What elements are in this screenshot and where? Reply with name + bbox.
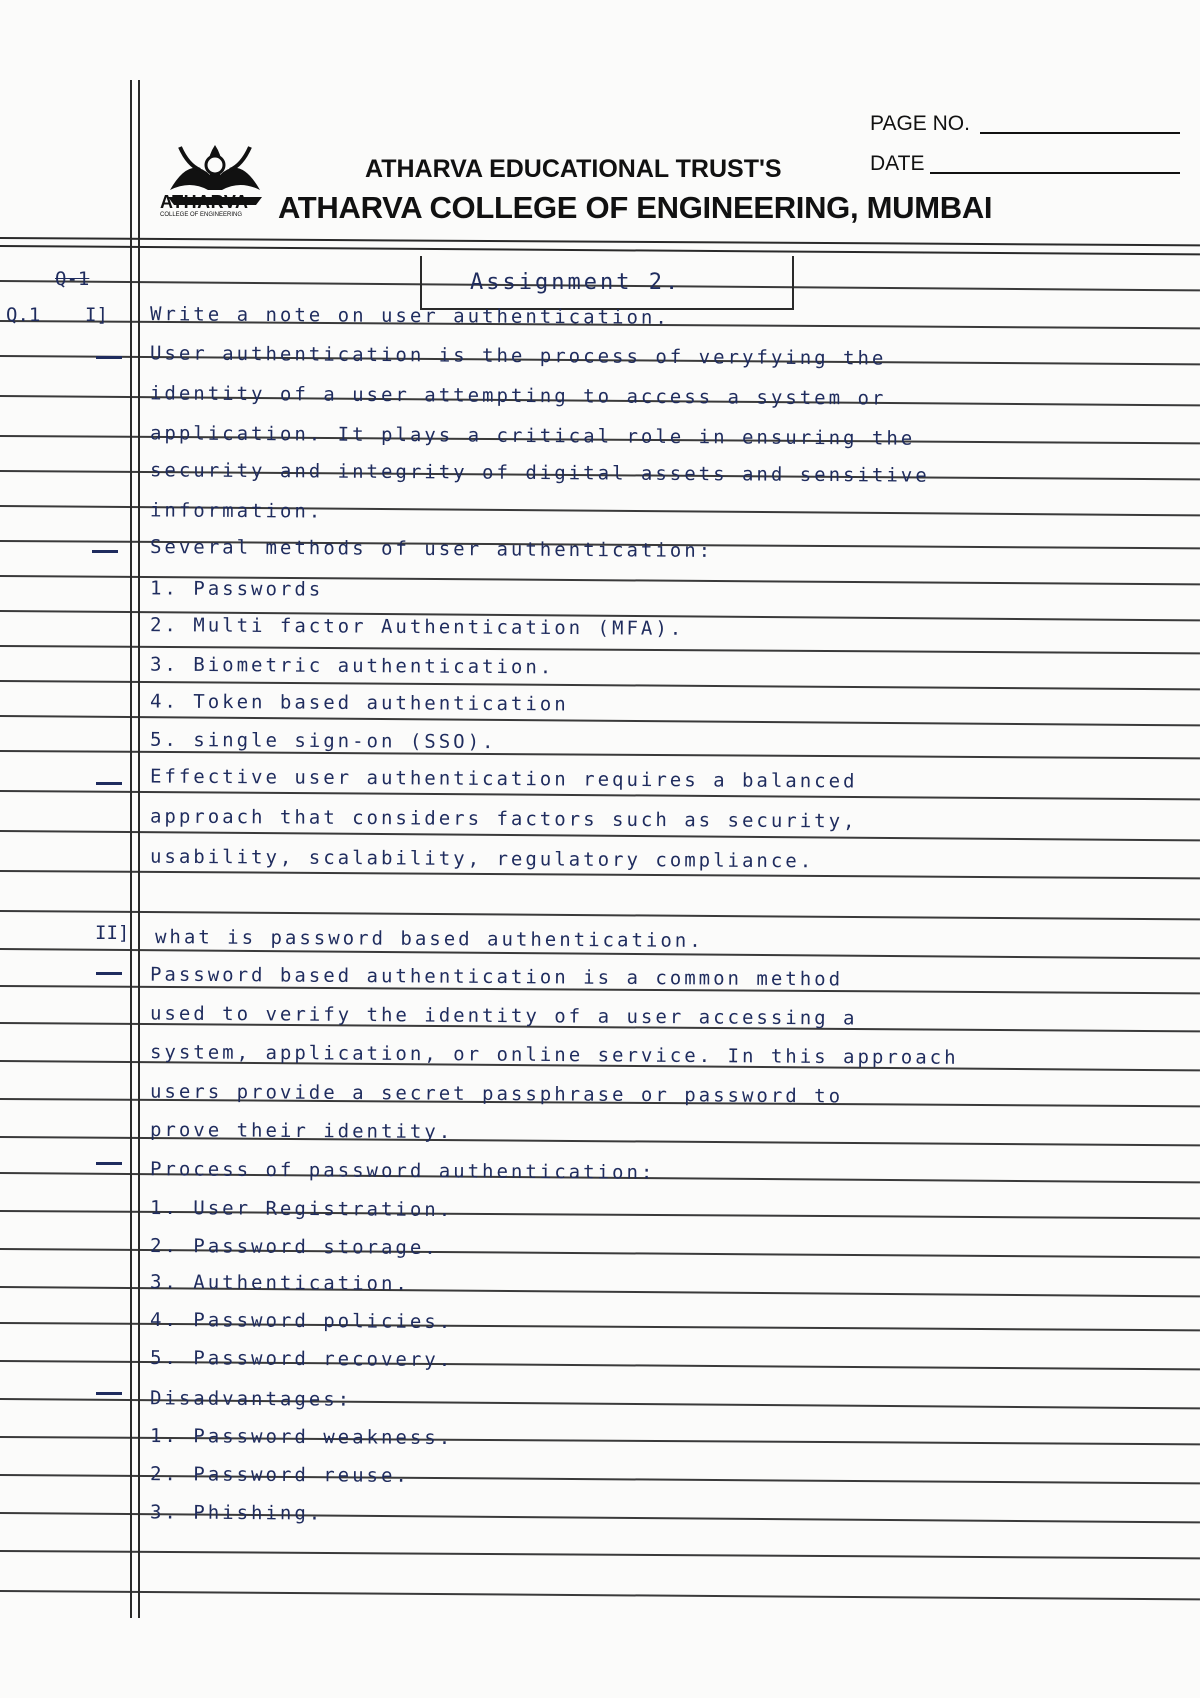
margin-line-right: [138, 80, 140, 1618]
bullet-dash: [96, 1162, 122, 1165]
handwritten-line: Several methods of user authentication:: [149, 536, 714, 562]
bullet-dash: [96, 972, 122, 975]
handwritten-line: users provide a secret passphrase or password to: [149, 1080, 844, 1108]
handwritten-line: 4. Token based authentication: [149, 690, 569, 716]
ruled-line: [0, 870, 1200, 879]
part-number-1: I]: [85, 304, 108, 326]
page-no-label: PAGE NO.: [870, 112, 970, 135]
handwritten-line: Process of password authentication:: [149, 1158, 656, 1184]
question-number-struck: Q-1: [55, 268, 90, 290]
handwritten-line: 1. Passwords: [149, 577, 324, 601]
handwritten-line: 2. Multi factor Authentication (MFA).: [149, 614, 685, 640]
ruled-line: [0, 910, 1200, 920]
college-name: ATHARVA COLLEGE OF ENGINEERING, MUMBAI: [278, 190, 993, 225]
bullet-dash: [96, 356, 122, 359]
handwritten-line: what is password based authentication.: [154, 926, 704, 952]
handwritten-line: Password based authentication is a common method: [149, 963, 844, 991]
bullet-dash: [92, 550, 118, 553]
bullet-dash: [96, 782, 122, 785]
part-number-2: II]: [95, 922, 130, 944]
assignment-title: Assignment 2.: [470, 270, 682, 295]
handwritten-line: User authentication is the process of veryfying the: [149, 342, 887, 370]
handwritten-line: used to verify the identity of a user accessing a: [149, 1002, 858, 1030]
handwritten-line: information.: [149, 499, 324, 523]
ruled-line: [0, 1590, 1200, 1600]
ruled-line: [0, 790, 1200, 800]
trust-name: ATHARVA EDUCATIONAL TRUST'S: [365, 155, 782, 183]
handwritten-line: approach that considers factors such as security,: [149, 805, 858, 833]
handwritten-line: 2. Password storage.: [149, 1234, 439, 1260]
handwritten-line: 3. Biometric authentication.: [149, 653, 555, 679]
date-blank: [930, 172, 1180, 174]
handwritten-line: Disadvantages:: [149, 1387, 353, 1411]
handwritten-line: 5. Password recovery.: [149, 1346, 454, 1372]
ruled-line: [0, 715, 1200, 726]
handwritten-line: identity of a user attempting to access a system or: [149, 382, 887, 410]
handwritten-line: 1. User Registration.: [149, 1196, 454, 1222]
ruled-line: [0, 750, 1200, 759]
handwritten-line: Write a note on user authentication.: [149, 303, 670, 329]
handwritten-line: 3. Phishing.: [149, 1501, 324, 1525]
bullet-dash: [96, 1392, 122, 1395]
ruled-line: [0, 680, 1200, 690]
handwritten-line: system, application, or online service. In this approach: [149, 1041, 959, 1069]
margin-line-left: [130, 80, 132, 1618]
ruled-line: [0, 645, 1200, 654]
handwritten-line: usability, scalability, regulatory compliance.: [149, 845, 815, 873]
handwritten-line: security and integrity of digital assets and sensitive: [149, 459, 930, 487]
handwritten-line: 4. Password policies.: [149, 1308, 454, 1334]
ruled-line: [0, 1550, 1200, 1559]
handwritten-line: 1. Password weakness.: [149, 1424, 454, 1450]
ruled-line: [0, 830, 1200, 841]
logo-wordmark: ATHARVA: [160, 192, 249, 212]
question-number: Q.1: [6, 304, 41, 326]
handwritten-line: 5. single sign-on (SSO).: [149, 728, 497, 754]
page-no-blank: [980, 132, 1180, 134]
logo-subtext: COLLEGE OF ENGINEERING: [160, 212, 243, 218]
handwritten-line: Effective user authentication requires a balanced: [149, 765, 858, 793]
handwritten-line: prove their identity.: [149, 1118, 454, 1144]
handwritten-line: application. It plays a critical role in ensuring the: [149, 422, 916, 450]
page-header: [160, 110, 1200, 250]
date-label: DATE: [870, 152, 925, 175]
handwritten-line: 2. Password reuse.: [149, 1463, 410, 1487]
handwritten-line: 3. Authentication.: [149, 1271, 410, 1295]
